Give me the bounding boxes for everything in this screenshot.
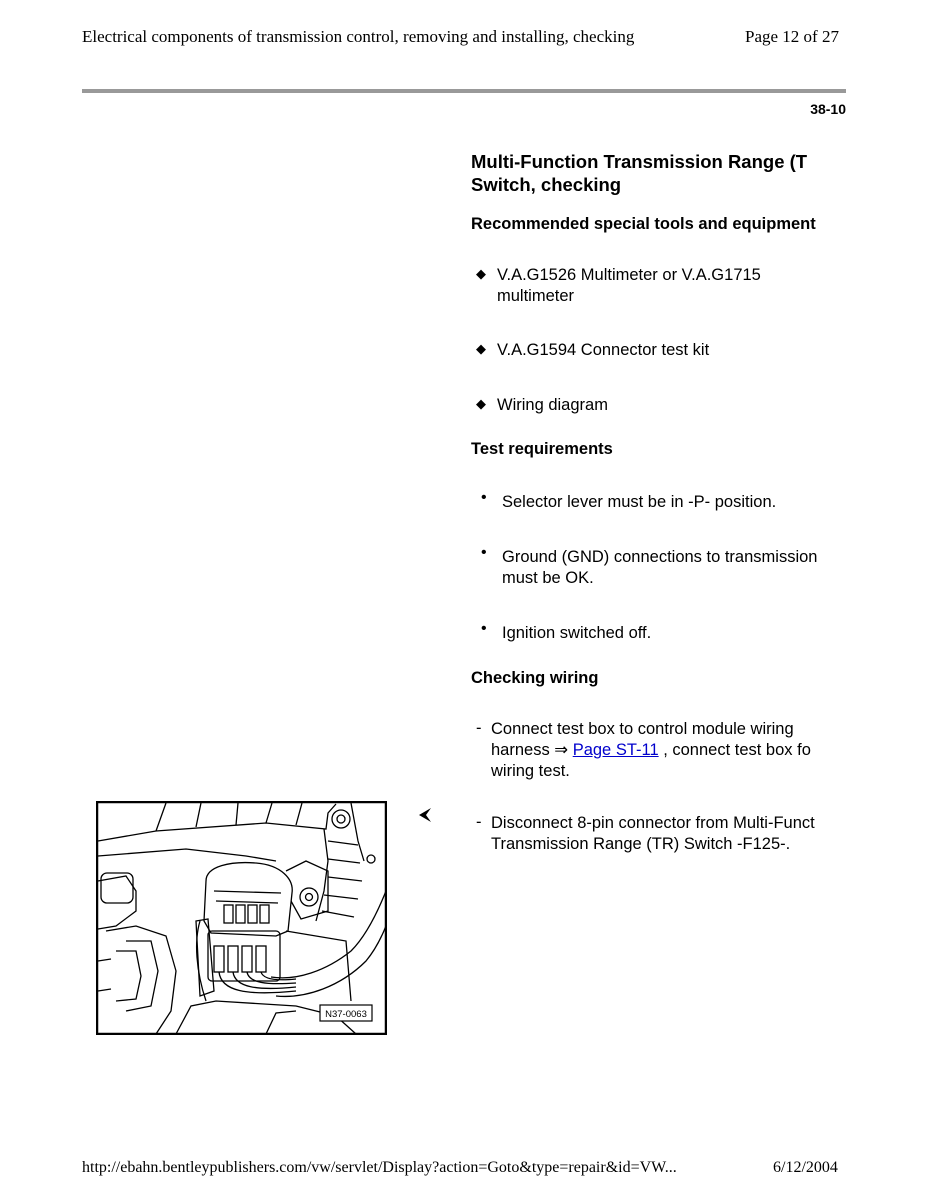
dash-bullet-icon: - xyxy=(476,813,482,831)
dash-bullet-icon: - xyxy=(476,719,482,737)
page-st-11-link[interactable]: Page ST-11 xyxy=(572,741,659,759)
wiring-step xyxy=(491,813,867,855)
wiring-heading: Checking wiring xyxy=(471,669,599,687)
figure-label: N37-0063 xyxy=(325,1009,367,1020)
section-heading-line-1: Multi-Function Transmission Range (T xyxy=(471,151,808,172)
page-counter: Page 12 of 27 xyxy=(745,27,839,46)
requirement-item-line: must be OK. xyxy=(502,569,594,587)
tool-item-line: V.A.G1526 Multimeter or V.A.G1715 xyxy=(497,266,761,284)
header-rule xyxy=(82,89,846,93)
section-heading xyxy=(471,150,847,196)
requirement-item xyxy=(502,492,878,513)
figure-pointer-icon xyxy=(416,806,434,824)
wiring-step-line: Transmission Range (TR) Switch -F125-. xyxy=(491,835,791,853)
tool-item-line: multimeter xyxy=(497,287,575,305)
wiring-step-line: Disconnect 8-pin connector from Multi-Funct xyxy=(491,814,815,832)
wiring-step xyxy=(491,719,867,782)
tool-item xyxy=(497,265,873,307)
wiring-step-line: wiring test. xyxy=(491,762,570,780)
connector-illustration xyxy=(96,801,387,1035)
requirement-item-line: Ground (GND) connections to transmission xyxy=(502,548,818,566)
round-bullet-icon: • xyxy=(481,544,487,561)
footer-date: 6/12/2004 xyxy=(773,1159,838,1176)
requirement-item xyxy=(502,623,878,644)
footer-url: http://ebahn.bentleypublishers.com/vw/servlet/Display?action=Goto&type=repair&id=VW... xyxy=(82,1159,677,1176)
requirement-item xyxy=(502,547,878,589)
tool-item-line: Wiring diagram xyxy=(497,396,608,414)
diamond-bullet-icon: ◆ xyxy=(476,266,486,281)
wiring-step-line: Connect test box to control module wiring xyxy=(491,720,794,738)
requirements-heading: Test requirements xyxy=(471,440,613,458)
round-bullet-icon: • xyxy=(481,489,487,506)
section-heading-line-2: Switch, checking xyxy=(471,174,622,195)
section-number: 38-10 xyxy=(810,101,846,117)
tool-item xyxy=(497,395,873,416)
diamond-bullet-icon: ◆ xyxy=(476,341,486,356)
requirement-item-line: Ignition switched off. xyxy=(502,624,652,642)
tools-heading: Recommended special tools and equipment xyxy=(471,215,816,233)
round-bullet-icon: • xyxy=(481,620,487,637)
wiring-step-text: , connect test box fo xyxy=(658,741,811,759)
tool-item-line: V.A.G1594 Connector test kit xyxy=(497,341,710,359)
tool-item xyxy=(497,340,873,361)
diamond-bullet-icon: ◆ xyxy=(476,396,486,411)
requirement-item-line: Selector lever must be in -P- position. xyxy=(502,493,777,511)
wiring-step-line xyxy=(491,740,867,761)
wiring-step-text: harness ⇒ xyxy=(491,741,573,759)
header-title: Electrical components of transmission control, removing and installing, checking xyxy=(82,27,635,46)
